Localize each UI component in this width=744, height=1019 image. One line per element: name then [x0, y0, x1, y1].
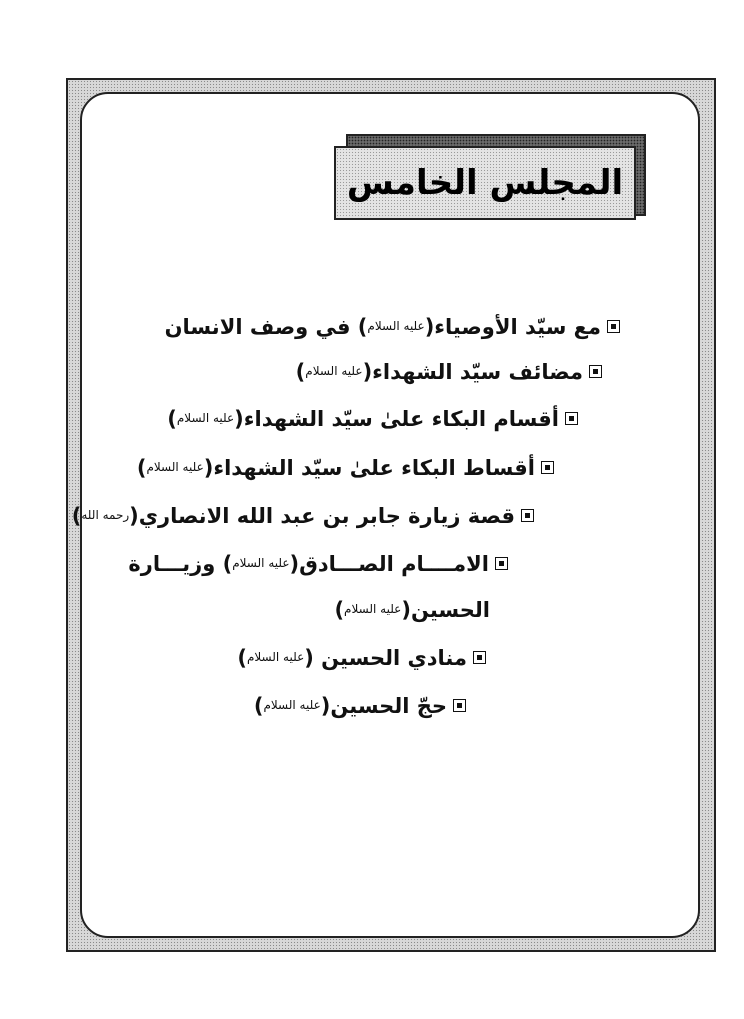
- list-item-continuation: الحسين(عليه السلام): [334, 598, 490, 622]
- list-item: حجّ الحسين(عليه السلام): [254, 690, 466, 721]
- list-item: قصة زيارة جابر بن عبد الله الانصاري(رحمه الله): [72, 500, 534, 531]
- honorific-mark: رحمه الله: [81, 508, 130, 522]
- list-item: الامــــام الصـــادق(عليه السلام) وزيـــارة: [128, 548, 508, 579]
- list-item: منادي الحسين (عليه السلام): [237, 642, 486, 673]
- square-bullet-icon: [521, 509, 534, 522]
- square-bullet-icon: [453, 699, 466, 712]
- page-title: المجلس الخامس: [346, 163, 624, 203]
- square-bullet-icon: [541, 461, 554, 474]
- square-bullet-icon: [589, 365, 602, 378]
- square-bullet-icon: [565, 412, 578, 425]
- honorific-mark: عليه السلام: [305, 364, 363, 378]
- list-item: مضائف سيّد الشهداء(عليه السلام): [296, 356, 602, 387]
- list-item: أقساط البكاء علىٰ سيّد الشهداء(عليه السلام): [137, 452, 554, 483]
- honorific-mark: عليه السلام: [344, 602, 402, 616]
- honorific-mark: عليه السلام: [232, 556, 290, 570]
- square-bullet-icon: [495, 557, 508, 570]
- honorific-mark: عليه السلام: [263, 698, 321, 712]
- honorific-mark: عليه السلام: [146, 460, 204, 474]
- square-bullet-icon: [607, 320, 620, 333]
- list-item: مع سيّد الأوصياء(عليه السلام) في وصف الانسان: [165, 311, 620, 342]
- honorific-mark: عليه السلام: [246, 650, 305, 664]
- honorific-mark: عليه السلام: [176, 411, 235, 425]
- title-box: [334, 146, 636, 220]
- honorific-mark: عليه السلام: [367, 319, 425, 333]
- square-bullet-icon: [473, 651, 486, 664]
- list-item: أقسام البكاء علىٰ سيّد الشهداء(عليه السلام): [167, 403, 578, 434]
